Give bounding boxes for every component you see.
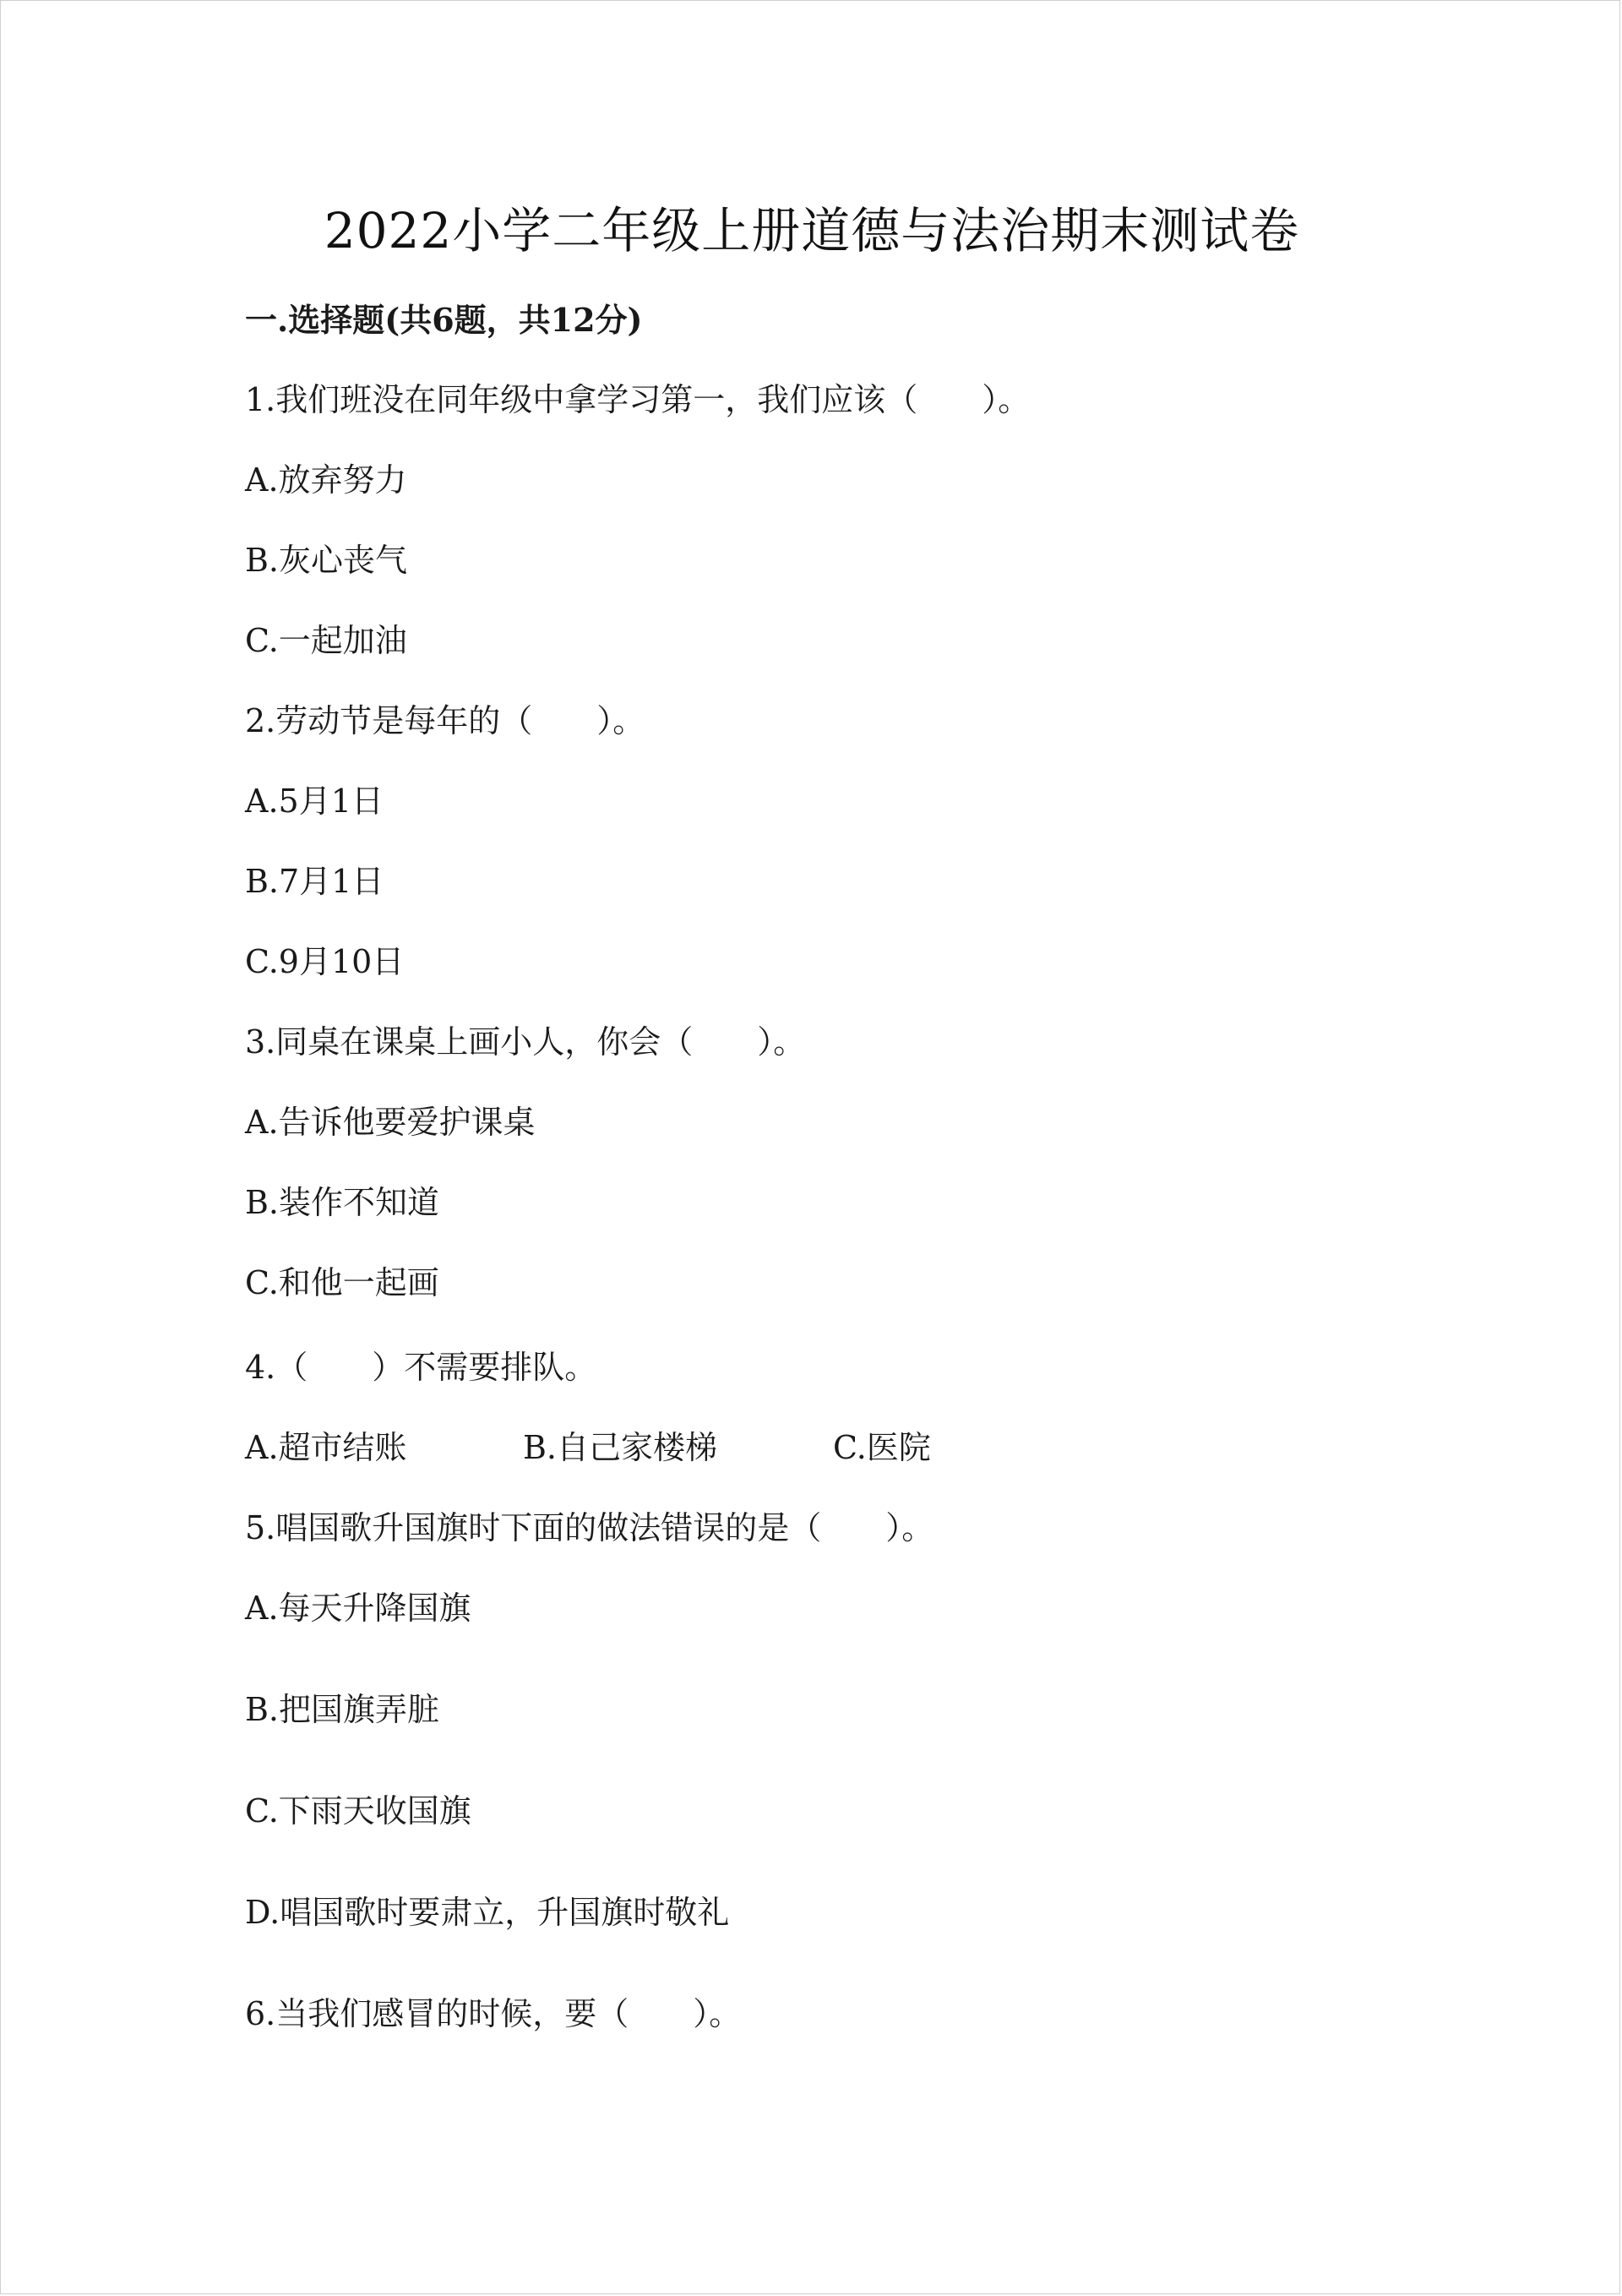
question-4-option-a: A.超市结账 [245,1429,407,1466]
question-5-option-b: B.把国旗弄脏 [245,1691,440,1728]
question-1-option-b: B.灰心丧气 [245,542,408,579]
question-5-option-a: A.每天升降国旗 [245,1590,471,1627]
question-3-option-c: C.和他一起画 [245,1264,439,1301]
question-3-option-b: B.装作不知道 [245,1184,440,1221]
question-2-option-a: A.5月1日 [245,783,384,820]
question-1-stem: 1.我们班没在同年级中拿学习第一，我们应该（ ）。 [245,381,1031,418]
section-heading: 一.选择题(共6题，共12分) [245,301,643,339]
question-5-option-d: D.唱国歌时要肃立，升国旗时敬礼 [245,1894,730,1931]
question-4-option-c: C.医院 [833,1429,931,1466]
question-1-option-a: A.放弃努力 [245,461,407,499]
question-3-stem: 3.同桌在课桌上画小人，你会（ ）。 [245,1023,806,1061]
question-4-option-b: B.自己家楼梯 [523,1429,718,1466]
question-2-option-b: B.7月1日 [245,863,384,900]
question-2-option-c: C.9月10日 [245,943,405,980]
page-title: 2022小学二年级上册道德与法治期末测试卷 [324,202,1300,259]
question-5-option-c: C.下雨天收国旗 [245,1792,471,1830]
question-2-stem: 2.劳动节是每年的（ ）。 [245,702,645,739]
question-3-option-a: A.告诉他要爱护课桌 [245,1104,536,1141]
question-1-option-c: C.一起加油 [245,622,407,659]
question-6-stem: 6.当我们感冒的时候，要（ ）。 [245,1995,742,2032]
question-4-stem: 4.（ ）不需要排队。 [245,1349,597,1386]
question-5-stem: 5.唱国歌升国旗时下面的做法错误的是（ ）。 [245,1509,934,1546]
